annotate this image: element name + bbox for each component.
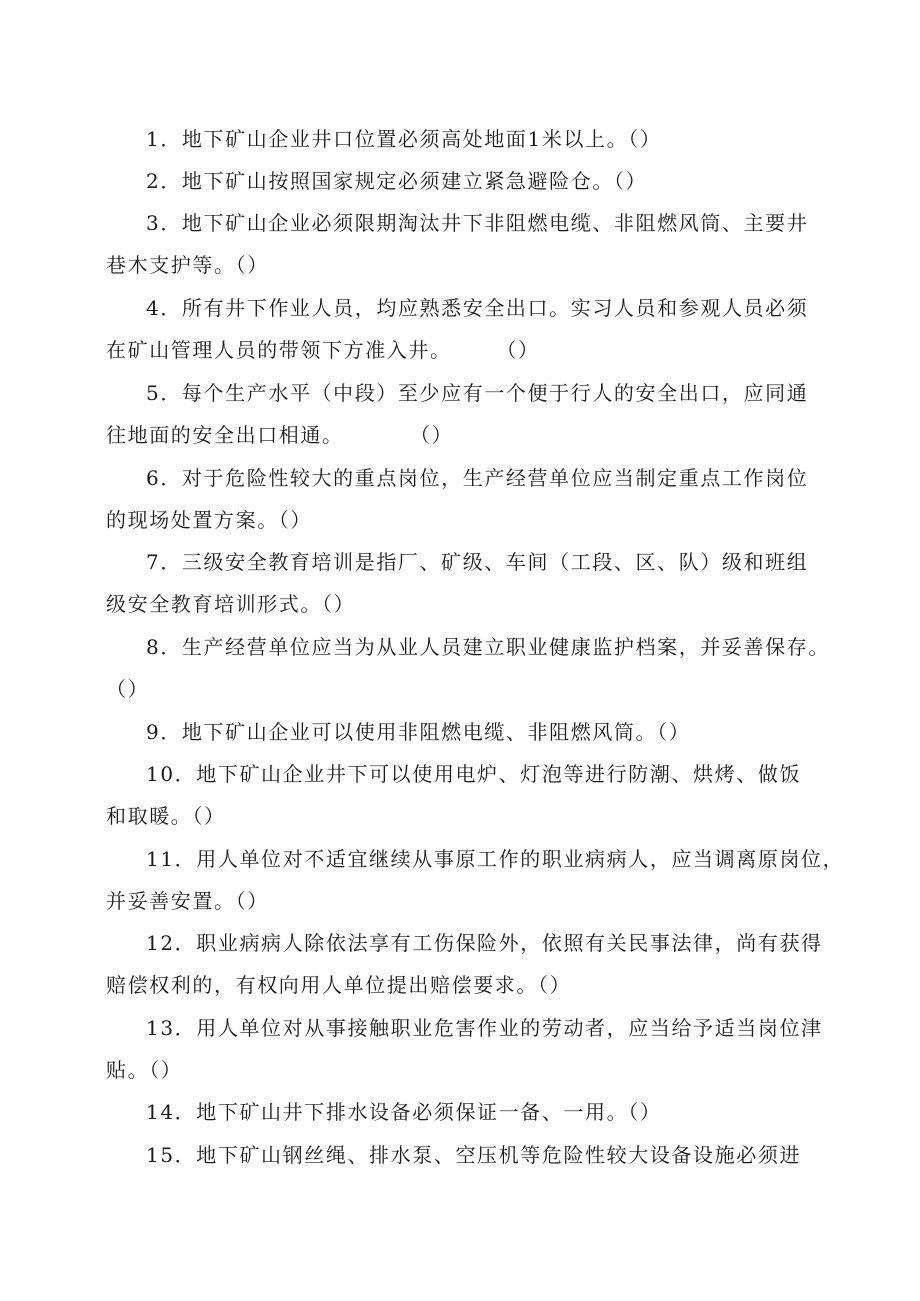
question-line: 7．三级安全教育培训是指厂、矿级、车间（工段、区、队）级和班组 [146, 550, 809, 574]
question-line: 11．用人单位对不适宜继续从事原工作的职业病病人，应当调离原岗位， [146, 847, 845, 871]
question-1 [106, 118, 826, 160]
question-line: 巷木支护等。（） [106, 253, 269, 277]
question-13 [106, 1007, 826, 1091]
question-3 [106, 202, 826, 286]
question-line: （） [106, 677, 150, 701]
question-8 [106, 626, 830, 710]
question-6 [106, 457, 826, 541]
question-line: 5．每个生产水平（中段）至少应有一个便于行人的安全出口，应同通 [146, 381, 809, 405]
question-line: 在矿山管理人员的带领下方准入井。 （） [106, 338, 540, 362]
question-10 [106, 753, 826, 837]
question-line: 贴。（） [106, 1058, 183, 1082]
question-15 [106, 1134, 826, 1176]
question-line: 的现场处置方案。（） [106, 508, 312, 532]
question-line: 13．用人单位对从事接触职业危害作业的劳动者，应当给予适当岗位津 [146, 1016, 823, 1040]
question-line: 和取暖。（） [106, 804, 226, 828]
question-11 [106, 838, 845, 922]
question-line: 12．职业病病人除依法享有工伤保险外，依照有关民事法律，尚有获得 [146, 931, 823, 955]
question-line: 赔偿权利的，有权向用人单位提出赔偿要求。（） [106, 973, 572, 997]
question-line: 2．地下矿山按照国家规定必须建立紧急避险仓。（） [146, 169, 648, 193]
question-line: 10．地下矿山企业井下可以使用电炉、灯泡等进行防潮、烘烤、做饭 [146, 762, 802, 786]
question-5 [106, 372, 826, 456]
question-line: 8．生产经营单位应当为从业人员建立职业健康监护档案，并妥善保存。 [146, 635, 830, 659]
question-line: 并妥善安置。（） [106, 889, 269, 913]
question-line: 9．地下矿山企业可以使用非阻燃电缆、非阻燃风筒。（） [146, 720, 691, 744]
question-line: 级安全教育培训形式。（） [106, 592, 356, 616]
question-4 [106, 287, 826, 371]
question-line: 往地面的安全出口相通。 （） [106, 423, 454, 447]
question-line: 4．所有井下作业人员，均应熟悉安全出口。实习人员和参观人员必须 [146, 296, 809, 320]
question-line: 6．对于危险性较大的重点岗位，生产经营单位应当制定重点工作岗位 [146, 466, 809, 490]
question-12 [106, 922, 826, 1006]
question-7 [106, 541, 826, 625]
question-14 [106, 1091, 826, 1133]
question-9 [106, 711, 826, 753]
question-2 [106, 160, 826, 202]
question-line: 1．地下矿山企业井口位置必须高处地面1米以上。（） [146, 127, 662, 151]
question-line: 15．地下矿山钢丝绳、排水泵、空压机等危险性较大设备设施必须进 [146, 1143, 802, 1167]
question-line: 14．地下矿山井下排水设备必须保证一备、一用。（） [146, 1100, 662, 1124]
question-line: 3．地下矿山企业必须限期淘汰井下非阻燃电缆、非阻燃风筒、主要井 [146, 211, 809, 235]
